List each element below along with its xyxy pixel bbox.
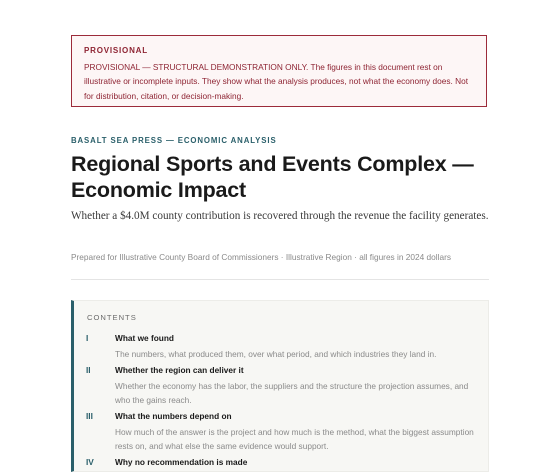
page-title: Regional Sports and Events Complex — Economic Impact	[71, 152, 474, 202]
contents-label: CONTENTS	[87, 313, 137, 322]
toc-description: How much of the answer is the project and how much is the method, what the biggest assumption rests on, and what else the same evidence would support.	[115, 427, 474, 451]
toc-title[interactable]: Why no recommendation is made	[115, 457, 248, 467]
publisher-eyebrow: BASALT SEA PRESS — ECONOMIC ANALYSIS	[71, 136, 277, 145]
toc-title[interactable]: What the numbers depend on	[115, 411, 232, 421]
toc-number: III	[86, 411, 93, 421]
toc-number: I	[86, 333, 89, 343]
toc-title[interactable]: What we found	[115, 333, 174, 343]
toc-number: II	[86, 365, 91, 375]
notice-body: PROVISIONAL — STRUCTURAL DEMONSTRATION ONLY. The figures in this document rest on illustrative or incomplete inputs. They show what the analysis produces, not what the economy does. Not for distribution, citation, or decision-making.	[84, 62, 469, 101]
toc-number: IV	[86, 457, 94, 467]
toc-description: The numbers, what produced them, over what period, and which industries they land in.	[115, 349, 437, 359]
toc-description: Whether the economy has the labor, the suppliers and the structure the projection assumes, and who the gains reach.	[115, 381, 469, 405]
table-of-contents	[71, 300, 489, 472]
notice-title: PROVISIONAL	[84, 46, 148, 55]
divider	[71, 279, 489, 280]
page-subtitle: Whether a $4.0M county contribution is recovered through the revenue the facility generates.	[71, 210, 489, 222]
toc-title[interactable]: Whether the region can deliver it	[115, 365, 244, 375]
provisional-notice	[71, 35, 487, 107]
prepared-for-line: Prepared for Illustrative County Board of Commissioners · Illustrative Region · all figures in 2024 dollars	[71, 252, 451, 262]
